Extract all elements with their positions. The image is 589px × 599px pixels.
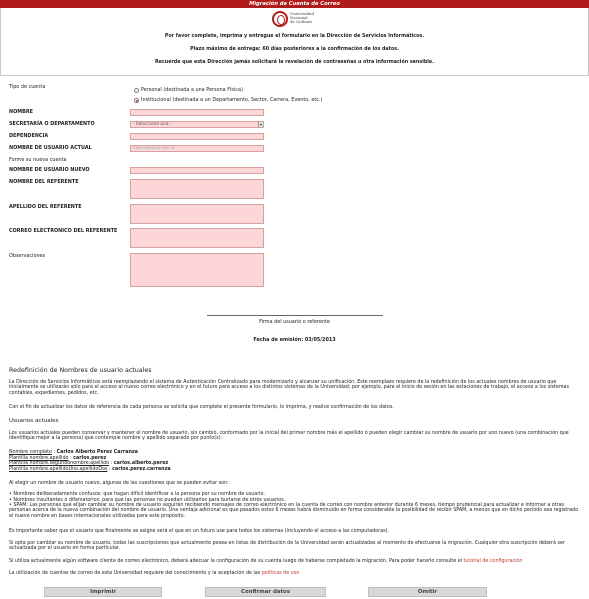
example-3: Plantilla nombre.segundonombre.apellido : carlos.alberto.perez	[9, 461, 169, 466]
referente-input[interactable]	[130, 179, 264, 199]
logo-text: Universidad Nacional de Quilmes	[290, 11, 314, 25]
signature-label: Firma del usuario o referente	[259, 319, 330, 325]
radio-personal-dot[interactable]	[134, 88, 139, 93]
info-paragraph-4: Al elegir un nombre de usuario nuevo, algunas de las cuestiones que se pueden evitar son:	[9, 481, 229, 486]
example-2: Plantilla nombre.apellido : carlos.perez	[9, 455, 107, 461]
observaciones-label: Observaciones	[9, 253, 46, 259]
example-1: Nombre completo : Carlos Alberto Perez Carranza	[9, 450, 138, 455]
correo-input[interactable]	[130, 228, 264, 248]
dependencia-label: DEPENDENCIA	[9, 133, 49, 139]
correo-label: CORREO ELECTRONICO DEL REFERENTE	[9, 228, 118, 234]
university-logo	[272, 11, 320, 27]
usuario-nuevo-input[interactable]	[130, 167, 264, 174]
observaciones-textarea[interactable]	[130, 253, 264, 287]
usuarios-actuales-title: Usuarios actuales	[9, 418, 59, 424]
example-4: Plantilla nombre.apellidoUno.apellidoDos : carlos.perez.carranza	[9, 466, 171, 472]
bullet-3: • SPAM: Las personas que elijan cambiar su nombre de usuario seguirán recibiendo mensajes de correo electrónico en la cuenta de correo con nombre anterior durante 6 meses, tiempo prudencial para actualizar e informar a otras personas acerca de la nueva combinación del nombre de usuario. Una ventaja adicional es que pasados estos 6 meses habrá disminuido en forma considerable la posibilidad de recibir SPAM, a menos que en dicho período sea registrado el nuevo nombre en bases internacionales utilizadas para este propósito.	[9, 503, 579, 519]
info-paragraph-1: La Dirección de Servicios Informáticos está reemplazando el sistema de Autenticación Centralizado para modernizarlo y alcanzar su unificación. Este reemplazo requiere de la redefinición de los actuales nombres de usuario que inicialmente se utilizarán sólo para el acceso al nuevo correo electrónico y en el futuro para acceso a los distintos sistemas de la Universidad; por ejemplo, para el inicio de sesión en las estaciones de trabajo, el acceso a los sistemas contables, expedientes, pedidos, etc.	[9, 380, 569, 396]
info-paragraph-3: Los usuarios actuales pueden conservar y mantener el nombre de usuario, sin cambio, conformado por la inicial del primer nombre más el apellido ó pueden elegir cambiar su nombre de usuario por uno nuevo (una combinación que identifique mejor a la persona) que contemple nombre y apellido separado por punto(s):	[9, 431, 569, 442]
radio-institucional[interactable]: Institucional (destinada a un Departamento, Sector, Carrera, Evento, etc.)	[134, 97, 322, 103]
radio-personal[interactable]: Personal (destinada a una Persona Física)	[134, 87, 243, 93]
info-title: Redefinición de Nombres de usuario actuales	[9, 367, 152, 374]
account-type-label: Tipo de cuenta	[9, 84, 46, 90]
info-paragraph-2: Con el fin de actualizar los datos de referencia de cada persona se solicita que complete el presente formulario, lo imprima, y realice confirmación de los datos.	[9, 405, 394, 410]
skip-button[interactable]: Omitir	[368, 587, 487, 597]
forme-label: Forme su nueva cuenta	[9, 157, 67, 163]
info-paragraph-7: Si utiliza actualmente algún software cliente de correo electrónico, deberá adecuar la configuración de su cuenta luego de haberse completado la migración. Para poder hacerlo consulte el tutorial de configuración	[9, 559, 523, 564]
radio-institucional-dot[interactable]	[134, 98, 139, 103]
usuario-actual-input[interactable]: loginla@unq.edu.ar	[130, 145, 264, 152]
intro-line-3: Recuerde que esta Dirección jamás solicitará la revelación de contraseñas u otra información sensible.	[154, 60, 434, 65]
bullet-1: • Nombres deliberadamente confusos: que hagan difícil identificar a la persona por su nombre de usuario.	[9, 492, 265, 497]
info-paragraph-6: Si opta por cambiar su nombre de usuario, todas las suscripciones que actualmente posea en listas de distribución de la Universidad serán actualizadas al momento de efectuarse la migración. Cualquier otra suscripción deberá ser actualizada por el usuario en forma particular.	[9, 541, 565, 552]
secretaria-label: SECRETARÍA O DEPARTAMENTO	[9, 121, 95, 127]
tutorial-link[interactable]: tutorial de configuración	[463, 559, 523, 564]
referente-label: NOMBRE DEL REFERENTE	[9, 179, 79, 185]
apellido-label: APELLIDO DEL REFERENTE	[9, 204, 82, 210]
apellido-input[interactable]	[130, 204, 264, 224]
chevron-down-icon[interactable]: ▾	[259, 122, 262, 127]
usuario-nuevo-label: NOMBRE DE USUARIO NUEVO	[9, 167, 90, 173]
intro-line-1: Por favor complete, imprima y entregue el formulario en la Dirección de Servicios Informáticos.	[164, 34, 425, 39]
print-button[interactable]: Imprimir	[44, 587, 162, 597]
nombre-label: NOMBRE	[9, 109, 33, 115]
politicas-link[interactable]: políticas de uso	[261, 571, 300, 576]
dependencia-input[interactable]	[130, 133, 264, 140]
logo-mark-icon	[272, 11, 288, 27]
usuario-actual-label: NOMBRE DE USUARIO ACTUAL	[9, 145, 92, 151]
nombre-input[interactable]	[130, 109, 264, 116]
window-title: Migración de Cuenta de Correo	[0, 0, 589, 8]
bullet-2: • Nombres insultantes ó difamatorios: para que las personas no puedan utilizarlos para burlarse de otros usuarios.	[9, 497, 286, 503]
info-paragraph-5: Es importante saber que el usuario que finalmente se asigne será el que en un futuro use para todos los sistemas (incluyendo el acceso a las computadoras).	[9, 529, 389, 534]
secretaria-select[interactable]: - Seleccione una - ▾	[130, 121, 264, 128]
intro-line-2: Plazo máximo de entrega: 60 días posteriores a la confirmación de los datos.	[190, 47, 399, 52]
confirm-button[interactable]: Confirmar datos	[205, 587, 326, 597]
signature-line	[207, 315, 383, 316]
info-paragraph-8: La utilización de cuentas de correo de esta Universidad requiere del conocimiento y la aceptación de las políticas de uso	[9, 571, 300, 576]
emission-date: Fecha de emisión: 03/05/2013	[253, 337, 336, 343]
